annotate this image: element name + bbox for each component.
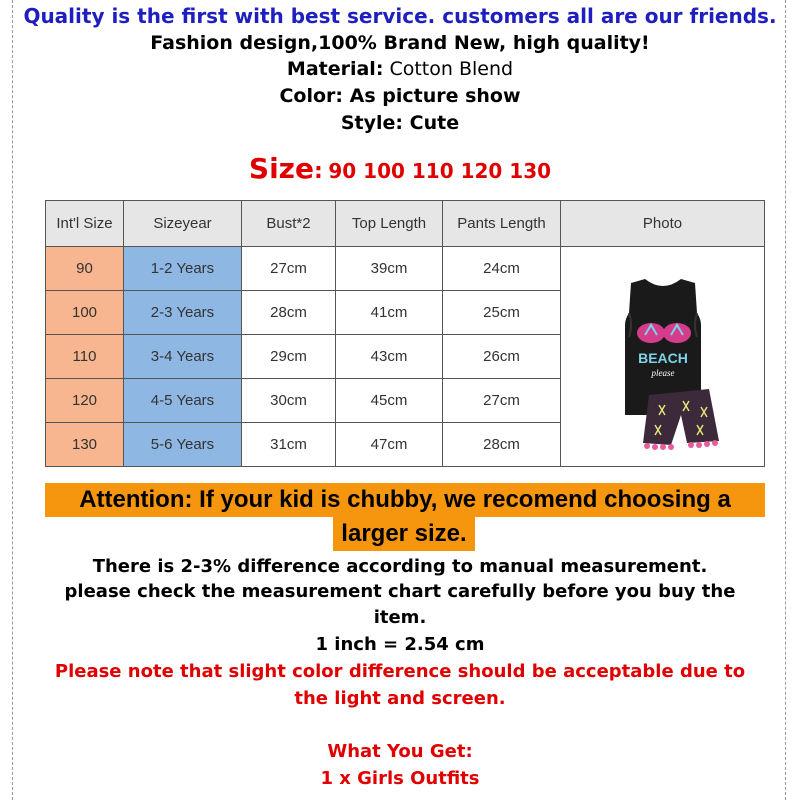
material-line bbox=[0, 58, 800, 80]
header-bust: Bust*2 bbox=[242, 201, 336, 247]
cell-sizeyear: 1-2 Years bbox=[124, 247, 242, 291]
cell-top-length: 47cm bbox=[336, 423, 443, 467]
cell-sizeyear: 4-5 Years bbox=[124, 379, 242, 423]
cell-bust: 28cm bbox=[242, 291, 336, 335]
cell-sizeyear: 5-6 Years bbox=[124, 423, 242, 467]
header-sizeyear: Sizeyear bbox=[124, 201, 242, 247]
cell-pants-length: 26cm bbox=[443, 335, 561, 379]
material-label: Material: bbox=[286, 58, 384, 80]
cell-sizeyear: 3-4 Years bbox=[124, 335, 242, 379]
measurement-check-note-end: item. bbox=[373, 607, 427, 628]
size-values: 90 100 110 120 130 bbox=[328, 159, 552, 183]
fashion-description: Fashion design,100% Brand New, high quality! bbox=[150, 32, 650, 54]
style-line bbox=[0, 112, 800, 134]
cell-bust: 29cm bbox=[242, 335, 336, 379]
size-colon: : bbox=[313, 159, 323, 184]
cell-intl-size: 130 bbox=[46, 423, 124, 467]
style-label: Style: bbox=[340, 112, 404, 134]
measurement-check-note: please check the measurement chart carefully before you buy the bbox=[64, 581, 736, 602]
cell-pants-length: 27cm bbox=[443, 379, 561, 423]
cell-photo bbox=[561, 247, 765, 467]
color-difference-note-end: the light and screen. bbox=[294, 688, 506, 709]
header-top-length: Top Length bbox=[336, 201, 443, 247]
outfit-photo bbox=[563, 255, 763, 455]
inch-conversion: 1 inch = 2.54 cm bbox=[315, 634, 485, 655]
header-pants-length: Pants Length bbox=[443, 201, 561, 247]
shirt-text-beach: BEACH bbox=[637, 349, 688, 366]
style-value: Cute bbox=[409, 112, 460, 134]
cell-intl-size: 120 bbox=[46, 379, 124, 423]
size-line bbox=[0, 152, 800, 185]
header-photo: Photo bbox=[561, 201, 765, 247]
cell-top-length: 39cm bbox=[336, 247, 443, 291]
color-value: As picture show bbox=[349, 85, 521, 107]
cell-intl-size: 100 bbox=[46, 291, 124, 335]
quality-slogan: Quality is the first with best service. customers all are our friends. bbox=[23, 4, 777, 28]
color-line bbox=[0, 85, 800, 107]
cell-top-length: 43cm bbox=[336, 335, 443, 379]
attention-banner-line2: larger size. bbox=[333, 517, 475, 551]
material-value: Cotton Blend bbox=[389, 58, 514, 80]
size-label: Size bbox=[248, 152, 314, 185]
size-chart-table bbox=[45, 200, 765, 467]
color-label: Color: bbox=[279, 85, 343, 107]
color-difference-note: Please note that slight color difference should be acceptable due to bbox=[54, 661, 746, 682]
cell-intl-size: 110 bbox=[46, 335, 124, 379]
cell-pants-length: 25cm bbox=[443, 291, 561, 335]
cell-bust: 31cm bbox=[242, 423, 336, 467]
cell-pants-length: 28cm bbox=[443, 423, 561, 467]
cell-top-length: 45cm bbox=[336, 379, 443, 423]
cell-bust: 30cm bbox=[242, 379, 336, 423]
cell-sizeyear: 2-3 Years bbox=[124, 291, 242, 335]
shirt-text-please: please bbox=[651, 367, 674, 378]
measurement-difference-note: There is 2-3% difference according to manual measurement. bbox=[92, 556, 708, 577]
attention-banner: Attention: If your kid is chubby, we recomend choosing a bbox=[45, 483, 765, 517]
cell-bust: 27cm bbox=[242, 247, 336, 291]
package-contents: 1 x Girls Outfits bbox=[320, 768, 480, 789]
shorts-shape bbox=[643, 389, 719, 445]
cell-top-length: 41cm bbox=[336, 291, 443, 335]
cell-pants-length: 24cm bbox=[443, 247, 561, 291]
header-intl-size: Int'l Size bbox=[46, 201, 124, 247]
what-you-get-heading: What You Get: bbox=[327, 741, 473, 762]
cell-intl-size: 90 bbox=[46, 247, 124, 291]
table-row bbox=[46, 247, 765, 291]
table-header-row bbox=[46, 201, 765, 247]
